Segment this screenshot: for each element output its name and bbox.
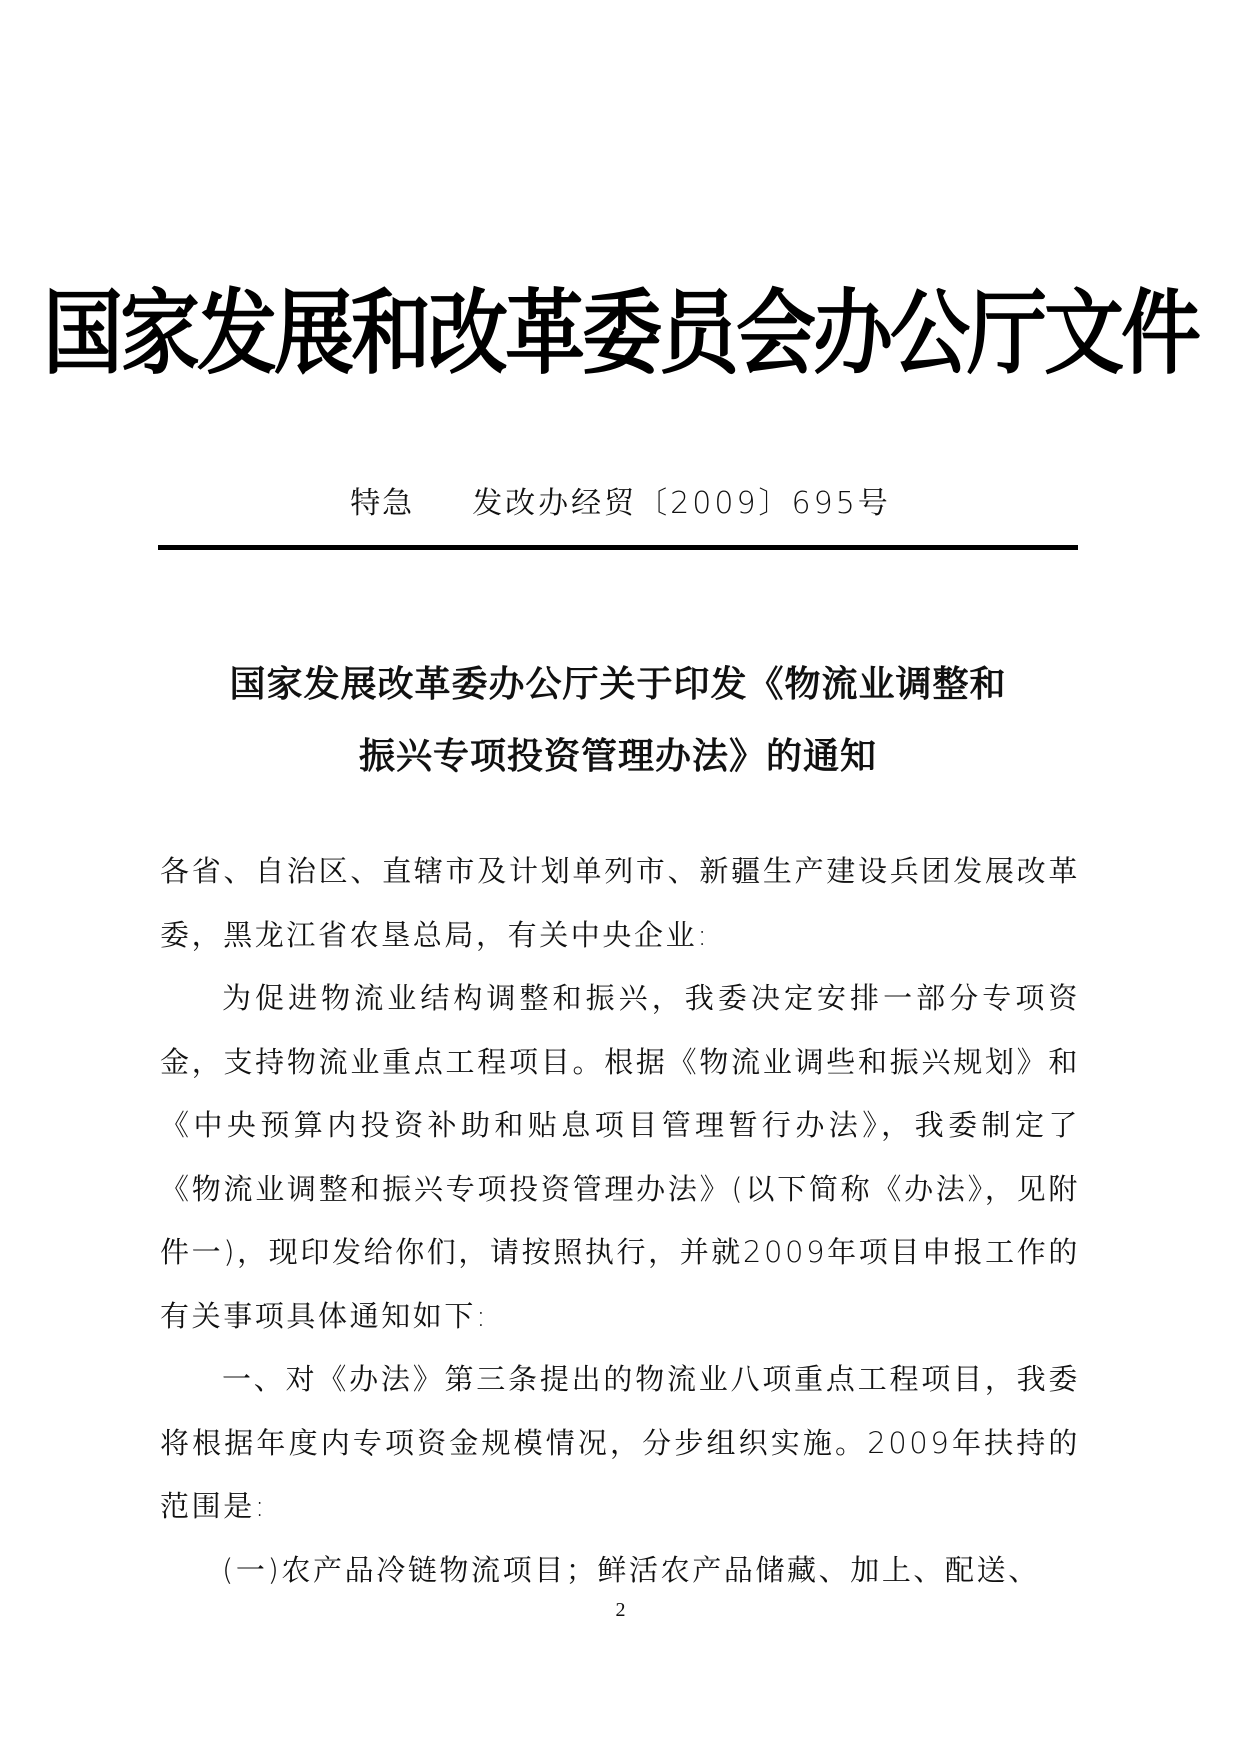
- title-line-1: 国家发展改革委办公厅关于印发《物流业调整和: [229, 663, 1007, 705]
- header-divider: [158, 545, 1078, 550]
- title-line-2: 振兴专项投资管理办法》的通知: [358, 735, 877, 777]
- page-number: 2: [615, 1599, 626, 1621]
- document-title: [158, 648, 1078, 792]
- urgency-label: 特急: [350, 486, 415, 521]
- body-paragraph-3: (一)农产品冷链物流项目；鲜活农产品储藏、加上、配送、: [222, 1552, 1040, 1587]
- document-number: 发改办经贸〔2009〕695号: [472, 486, 891, 521]
- document-body: [160, 840, 1080, 1602]
- document-number-line: [0, 486, 1241, 522]
- body-paragraph-2: 一、对《办法》第三条提出的物流业八项重点工程项目，我委将根据年度内专项资金规模情况，分步组织实施。2009年扶持的范围是:: [160, 1362, 1080, 1523]
- recipients-paragraph: 各省、自治区、直辖市及计划单列市、新疆生产建设兵团发展改革委，黑龙江省农垦总局，有关中央企业:: [160, 854, 1080, 952]
- body-paragraph-1: 为促进物流业结构调整和振兴，我委决定安排一部分专项资金，支持物流业重点工程项目。根据《物流业调些和振兴规划》和《中央预算内投资补助和贴息项目管理暂行办法》，我委制定了《物流业调整和振兴专项投资管理办法》(以下简称《办法》，见附件一)，现印发给你们，请按照执行，并就2009年项目申报工作的有关事项具体通知如下:: [160, 981, 1080, 1333]
- masthead-title: 国家发展和改革委员会办公厅文件: [43, 278, 1198, 388]
